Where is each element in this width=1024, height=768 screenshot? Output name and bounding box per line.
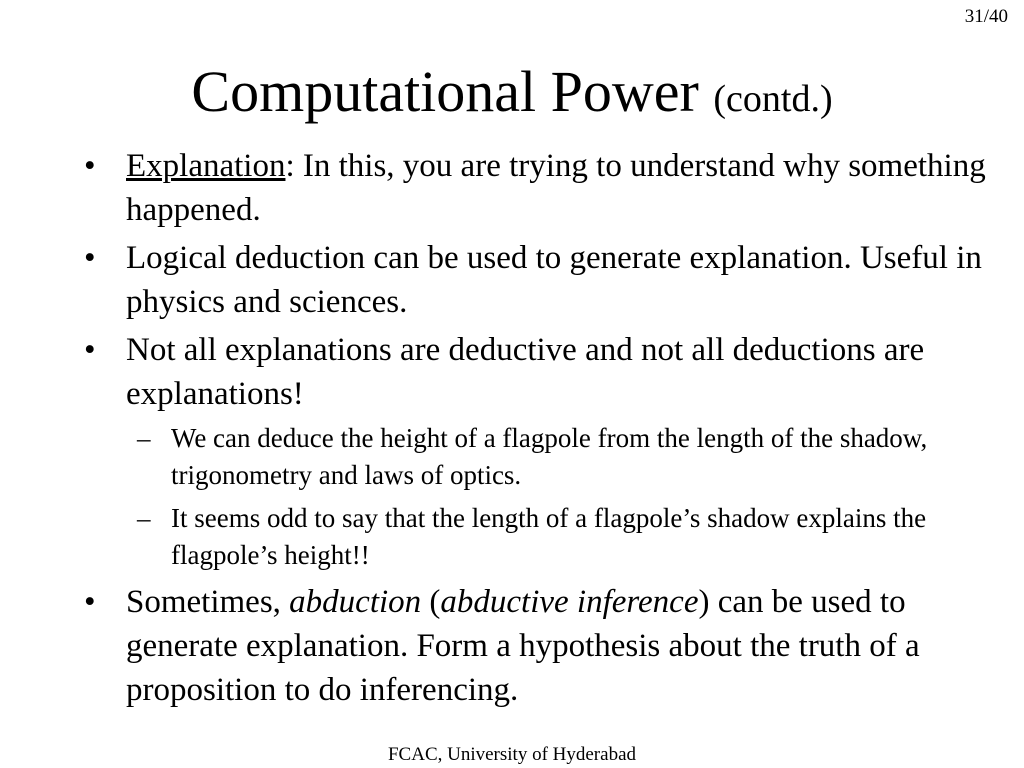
bullet-abduction bbox=[0, 580, 1000, 712]
slide-title-main: Computational Power bbox=[191, 59, 699, 124]
bullet-term-explanation: Explanation bbox=[126, 148, 286, 184]
dash-marker: – bbox=[137, 503, 151, 533]
slide-title-sub: (contd.) bbox=[713, 78, 833, 120]
bullet-marker: • bbox=[84, 584, 96, 620]
bullet-text: Logical deduction can be used to generate explanation. Useful in physics and sciences. bbox=[126, 240, 982, 320]
sub-bullet-flagpole-odd bbox=[0, 500, 1000, 574]
dash-marker: – bbox=[137, 423, 151, 453]
bullet-not-all-explanations bbox=[0, 328, 1000, 416]
bullet-marker: • bbox=[84, 240, 96, 276]
bullet-term-abductive-inference: abductive inference bbox=[440, 584, 699, 620]
bullet-marker: • bbox=[84, 148, 96, 184]
bullet-text: : In this, you are trying to understand why something happened. bbox=[126, 148, 986, 228]
bullet-logical-deduction bbox=[0, 236, 1000, 324]
bullet-text-rest: ) can be used to generate explanation. Form a hypothesis about the truth of a proposition to do inferencing. bbox=[126, 584, 920, 708]
sub-bullet-text: We can deduce the height of a flagpole from the length of the shadow, trigonometry and laws of optics. bbox=[171, 423, 928, 490]
slide-title bbox=[0, 54, 1024, 137]
bullet-marker: • bbox=[84, 332, 96, 368]
sub-bullet-flagpole-deduce bbox=[0, 420, 1000, 494]
slide-footer: FCAC, University of Hyderabad bbox=[387, 744, 637, 765]
bullet-text: Not all explanations are deductive and not all deductions are explanations! bbox=[126, 332, 925, 412]
bullet-explanation bbox=[0, 144, 1000, 232]
bullet-term-abduction: abduction bbox=[289, 584, 422, 620]
slide-page-number: 31/40 bbox=[964, 6, 1008, 27]
bullet-text-lead: Sometimes, bbox=[126, 584, 290, 620]
slide-body bbox=[0, 144, 1000, 716]
sub-bullet-text: It seems odd to say that the length of a flagpole’s shadow explains the flagpole’s height!! bbox=[171, 503, 927, 570]
bullet-text-paren: ( bbox=[421, 584, 441, 620]
